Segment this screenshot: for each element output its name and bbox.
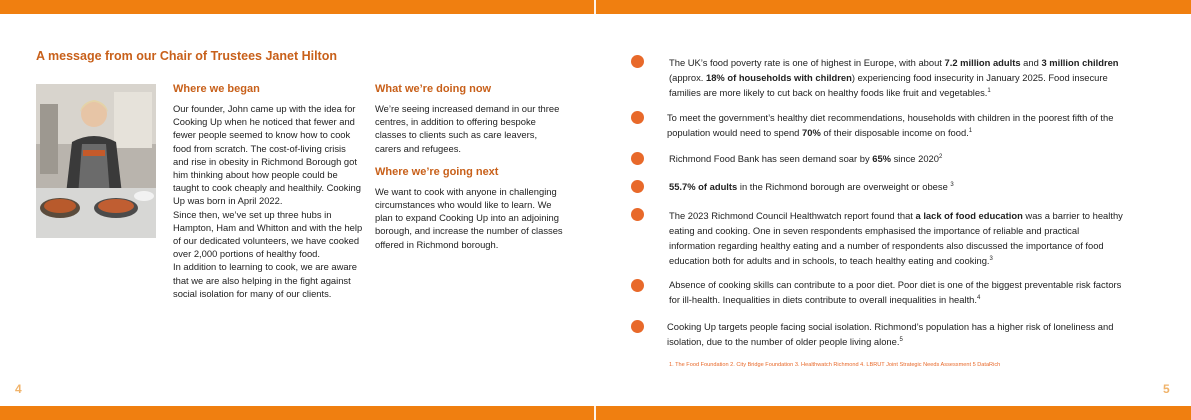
fact-bullet-4	[669, 179, 1123, 194]
top-spine-gap	[594, 0, 596, 14]
section-heading-going-next: Where we’re going next	[375, 165, 499, 178]
bullet-dot-icon	[631, 208, 644, 221]
fact-bullet-5	[669, 208, 1123, 268]
fact-bullet-1	[669, 55, 1123, 100]
bottom-spine-gap	[594, 406, 596, 420]
footnote-ref: 1	[968, 127, 973, 134]
fact-text: was a barrier to healthy eating and cooking. One in seven respondents emphasised the importance of reliable and practical information regarding healthy eating and a number of respondents also discussed the importance of food education both for adults and in schools, to teach healthy eating and cooking.	[669, 210, 1123, 266]
bullet-dot-icon	[631, 55, 644, 68]
kitchen-photo-illustration	[36, 84, 156, 238]
fact-highlight: 55.7% of adults	[669, 181, 738, 192]
footnote-ref: 3	[989, 255, 993, 262]
fact-highlight: 18% of households with children	[706, 72, 852, 83]
footnote-ref: 1	[987, 87, 991, 94]
fact-highlight: 70%	[802, 127, 821, 138]
footnote-ref: 4	[977, 294, 981, 301]
fact-text: since 2020	[891, 153, 939, 164]
page-title: A message from our Chair of Trustees Janet Hilton	[36, 49, 337, 63]
where-we-began-body: Our founder, John came up with the idea for Cooking Up when he noticed that fewer and fewer people seemed to know how to cook food from scratch. The cost-of-living crisis and rise in obesity in Richmond Borough got him thinking about how people could be taught to cook cheaply and healthily. Cooking Up was born in April 2022. Since then, we’ve set up three hubs in Hampton, Ham and Whitton and with the help of our dedicated volunteers, we have cooked over 2,000 portions of healthy food. In addition to learning to cook, we are aware that we are also helping in the fight against social isolation for many of our clients.	[173, 103, 363, 299]
fact-text: Absence of cooking skills can contribute to a poor diet. Poor diet is one of the biggest preventable risk factors for ill-health. Inequalities in diets contribute to overall inequalities in health.	[669, 279, 1122, 305]
fact-bullet-6	[669, 277, 1123, 307]
fact-highlight: 7.2 million adults	[944, 57, 1021, 68]
page-number-right: 5	[1163, 382, 1170, 396]
fact-text: in the Richmond borough are overweight or obese	[737, 181, 951, 192]
fact-text: Cooking Up targets people facing social isolation. Richmond’s population has a higher risk of loneliness and isolation, due to the number of older people living alone.	[667, 321, 1114, 347]
column-doing-now	[375, 82, 565, 251]
fact-bullet-7	[667, 319, 1121, 349]
fact-text: Richmond Food Bank has seen demand soar by	[669, 153, 873, 164]
page-number-left: 4	[15, 382, 22, 396]
footnotes: 1. The Food Foundation 2. City Bridge Foundation 3. Healthwatch Richmond 4. LBRUT Joint Strategic Needs Assessment 5 DataRich	[669, 362, 1001, 368]
fact-highlight: 65%	[872, 153, 892, 164]
fact-text: and	[1020, 57, 1042, 68]
fact-bullet-2	[667, 110, 1121, 140]
fact-highlight: a lack of food education	[915, 210, 1023, 221]
fact-text: The 2023 Richmond Council Healthwatch report found that	[669, 210, 916, 221]
fact-highlight: 3 million children	[1041, 57, 1119, 68]
going-next-body: We want to cook with anyone in challenging circumstances who would like to learn. We plan to expand Cooking Up into an adjoining borough, and increase the number of classes offered in Richmond borough.	[375, 185, 563, 250]
fact-text: (approx.	[669, 72, 706, 83]
fact-text: The UK’s food poverty rate is one of highest in Europe, with about	[669, 57, 945, 68]
bullet-dot-icon	[631, 111, 644, 124]
fact-text: of their disposable income on food.	[820, 127, 969, 138]
bullet-dot-icon	[631, 279, 644, 292]
fact-bullet-3	[669, 151, 1123, 166]
column-where-we-began	[173, 82, 363, 300]
bullet-dot-icon	[631, 320, 644, 333]
bullet-dot-icon	[631, 152, 644, 165]
section-heading-doing-now: What we’re doing now	[375, 83, 492, 95]
bullet-dot-icon	[631, 180, 644, 193]
fact-text: To meet the government’s healthy diet recommendations, households with children in the poorest fifth of the population would need to spend	[667, 112, 1114, 138]
footnote-ref: 5	[899, 336, 903, 343]
footnote-ref: 3	[950, 181, 954, 188]
footnote-ref: 2	[938, 153, 943, 160]
chair-photo	[36, 84, 156, 238]
section-heading-where-we-began: Where we began	[173, 83, 260, 95]
doing-now-body: We’re seeing increased demand in our three centres, in addition to offering bespoke classes to clients such as care leavers, carers and refugees.	[375, 103, 560, 154]
fact-text: ) experiencing food insecurity in January 2025. Food insecure families are more likely to cut back on healthy foods like fruit and vegetables.	[669, 72, 1108, 98]
